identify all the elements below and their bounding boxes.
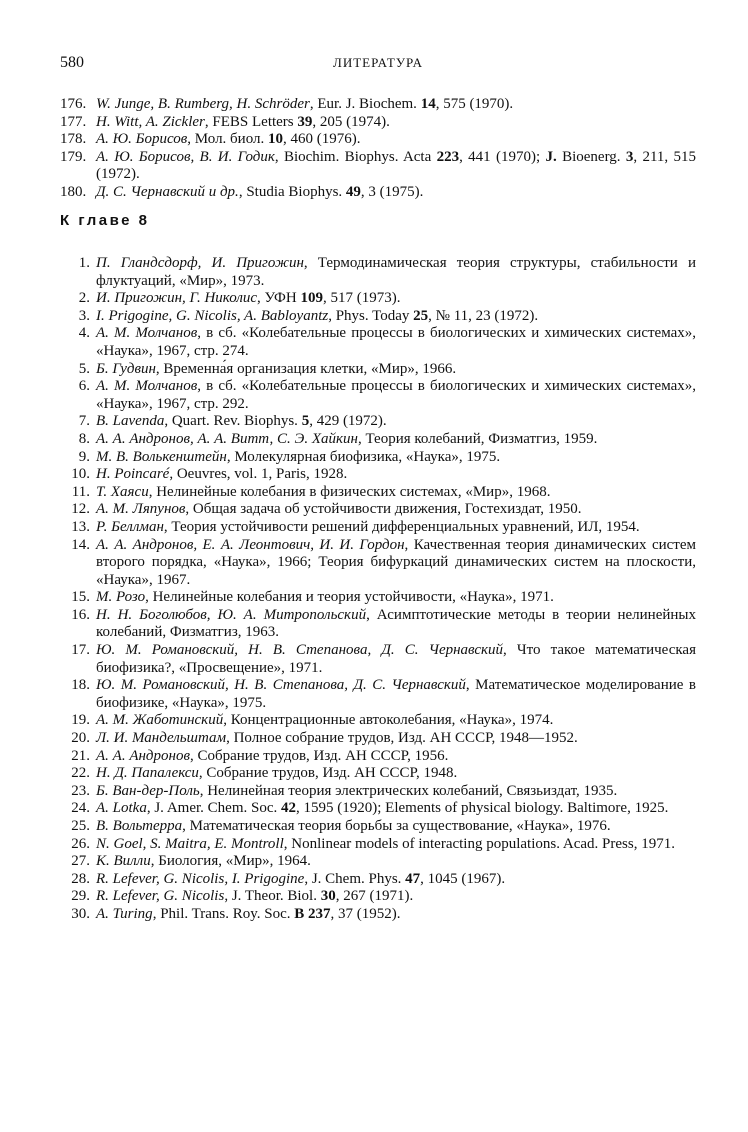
reference-item bbox=[60, 290, 696, 308]
reference-number: 19. bbox=[71, 712, 90, 729]
reference-text: , Собрание трудов, Изд. АН СССР, 1956. bbox=[189, 747, 449, 764]
reference-authors: R. Lefever, G. Nicolis, I. Prigogine bbox=[96, 870, 305, 887]
reference-number: 7. bbox=[78, 413, 90, 430]
reference-number: 2. bbox=[78, 290, 90, 307]
reference-text: , J. Chem. Phys. bbox=[304, 870, 406, 887]
reference-text: , Нелинейные колебания и теория устойчивости, «Наука», 1971. bbox=[145, 589, 554, 606]
reference-text: , 1595 (1920); Elements of physical biology. Baltimore, 1925. bbox=[296, 800, 669, 817]
reference-item bbox=[60, 431, 696, 449]
reference-authors: П. Гландсдорф, И. Пригожин bbox=[96, 255, 304, 271]
reference-authors: А. Ю. Борисов bbox=[96, 131, 188, 148]
reference-authors: А. М. Молчанов bbox=[96, 325, 198, 342]
reference-item bbox=[60, 800, 696, 818]
reference-item bbox=[60, 325, 696, 360]
reference-authors: R. Lefever, G. Nicolis bbox=[96, 888, 225, 905]
reference-text: , Теория устойчивости решений дифференциальных уравнений, ИЛ, 1954. bbox=[163, 518, 640, 535]
reference-text: , УФН bbox=[257, 290, 301, 307]
reference-item bbox=[60, 378, 696, 413]
reference-text: , Biochim. Biophys. Acta bbox=[274, 148, 437, 165]
reference-authors: Б. Ван-дер-Поль bbox=[96, 782, 200, 799]
reference-number: 17. bbox=[71, 642, 90, 659]
reference-number: 1. bbox=[78, 255, 90, 271]
reference-item bbox=[60, 712, 696, 730]
reference-text: , 1045 (1967). bbox=[420, 870, 506, 887]
reference-text: , Nonlinear models of interacting populations. Acad. Press, 1971. bbox=[283, 835, 675, 852]
reference-text: , Phys. Today bbox=[328, 307, 414, 324]
reference-item bbox=[60, 537, 696, 590]
reference-item bbox=[60, 836, 696, 854]
reference-volume: 5 bbox=[301, 413, 310, 430]
reference-text: , 267 (1971). bbox=[335, 888, 414, 905]
reference-text: , Нелинейная теория электрических колебаний, Связьиздат, 1935. bbox=[199, 782, 618, 799]
reference-number: 27. bbox=[71, 853, 90, 870]
reference-item bbox=[60, 519, 696, 537]
reference-number: 20. bbox=[71, 730, 90, 747]
reference-authors: W. Junge, B. Rumberg, H. Schröder bbox=[96, 96, 310, 112]
reference-volume: 109 bbox=[300, 290, 323, 307]
reference-number: 13. bbox=[71, 518, 90, 535]
reference-volume: 42 bbox=[281, 800, 297, 817]
reference-authors: Ю. М. Романовский, Н. В. Степанова, Д. С. Чернавский bbox=[96, 677, 466, 694]
reference-text: , 3 (1975). bbox=[360, 183, 424, 200]
reference-volume: 3 bbox=[625, 148, 634, 165]
reference-text: , Quart. Rev. Biophys. bbox=[164, 413, 302, 430]
reference-text: , J. Theor. Biol. bbox=[224, 888, 321, 905]
reference-authors: A. Turing bbox=[96, 905, 153, 922]
reference-authors: К. Вилли bbox=[96, 853, 151, 870]
reference-number: 25. bbox=[71, 818, 90, 834]
reference-authors: Н. Н. Боголюбов, Ю. А. Митропольский bbox=[96, 606, 367, 623]
reference-number: 24. bbox=[71, 800, 90, 817]
reference-number: 3. bbox=[78, 307, 90, 324]
reference-item bbox=[60, 818, 696, 836]
reference-authors: М. Розо bbox=[96, 589, 146, 606]
reference-authors: В. Вольтерра bbox=[96, 818, 183, 834]
reference-authors: Р. Беллман bbox=[96, 518, 164, 535]
reference-text: , Качественная теория динамических систем второго порядка, «Наука», 1966; Теория бифуркаций динамических систем на плоскости, «Наука», 1967. bbox=[96, 536, 697, 588]
reference-number: 29. bbox=[71, 888, 90, 905]
reference-list-chapter-8 bbox=[60, 255, 696, 924]
reference-text: , Термодинамическая теория структуры, стабильности и флуктуаций, «Мир», 1973. bbox=[96, 255, 696, 289]
reference-number: 26. bbox=[71, 835, 90, 852]
reference-number: 4. bbox=[78, 325, 90, 342]
reference-text: , 37 (1952). bbox=[330, 905, 401, 922]
reference-authors: А. А. Андронов bbox=[96, 747, 190, 764]
reference-number: 21. bbox=[71, 747, 90, 764]
reference-item bbox=[60, 748, 696, 766]
reference-item bbox=[60, 361, 696, 379]
reference-item bbox=[60, 906, 696, 924]
reference-text: , Studia Biophys. bbox=[238, 183, 346, 200]
reference-number: 176. bbox=[60, 96, 87, 112]
reference-list-previous-chapter bbox=[60, 96, 696, 202]
reference-text: , 429 (1972). bbox=[309, 413, 387, 430]
reference-volume: 10 bbox=[268, 131, 283, 148]
reference-authors: Ю. М. Романовский, Н. В. Степанова, Д. С. Чернавский bbox=[96, 642, 504, 659]
reference-text: , Полное собрание трудов, Изд. АН СССР, 1948—1952. bbox=[226, 730, 578, 747]
reference-authors: H. Witt, A. Zickler bbox=[96, 113, 205, 130]
reference-text: , J. Amer. Chem. Soc. bbox=[146, 800, 282, 817]
reference-journal: J. bbox=[545, 148, 557, 165]
reference-text: , Концентрационные автоколебания, «Наука», 1974. bbox=[223, 712, 554, 729]
reference-authors: И. Пригожин, Г. Николис bbox=[96, 290, 258, 307]
reference-item bbox=[60, 730, 696, 748]
reference-volume: 39 bbox=[297, 113, 313, 130]
reference-text: , 441 (1970); bbox=[459, 148, 546, 165]
reference-text: , 575 (1970). bbox=[435, 96, 514, 112]
reference-number: 177. bbox=[60, 113, 87, 130]
reference-item bbox=[60, 484, 696, 502]
reference-number: 10. bbox=[71, 466, 90, 483]
reference-number: 12. bbox=[71, 501, 90, 518]
reference-number: 180. bbox=[60, 183, 87, 200]
reference-text: , Молекулярная биофизика, «Наука», 1975. bbox=[226, 448, 501, 465]
reference-item bbox=[60, 888, 696, 906]
chapter-heading: К главе 8 bbox=[60, 212, 150, 229]
reference-item bbox=[60, 589, 696, 607]
reference-text: , Математическая теория борьбы за существование, «Наука», 1976. bbox=[182, 818, 611, 834]
reference-number: 179. bbox=[60, 148, 87, 165]
reference-number: 5. bbox=[78, 360, 90, 377]
reference-item bbox=[60, 501, 696, 519]
reference-volume: 14 bbox=[420, 96, 436, 112]
reference-text: , Биология, «Мир», 1964. bbox=[150, 853, 311, 870]
reference-text: , Нелинейные колебания в физических системах, «Мир», 1968. bbox=[148, 483, 551, 500]
reference-number: 28. bbox=[71, 870, 90, 887]
reference-item bbox=[60, 853, 696, 871]
reference-text: , FEBS Letters bbox=[204, 113, 298, 130]
reference-volume: 49 bbox=[345, 183, 361, 200]
reference-item bbox=[60, 413, 696, 431]
reference-number: 14. bbox=[71, 536, 90, 553]
reference-number: 18. bbox=[71, 677, 90, 694]
reference-authors: B. Lavenda bbox=[96, 413, 165, 430]
reference-text: , в сб. «Колебательные процессы в биологических и химических системах», «Наука», 1967, стр. 274. bbox=[96, 325, 696, 359]
reference-number: 22. bbox=[71, 765, 90, 782]
reference-text: , 460 (1976). bbox=[283, 131, 361, 148]
reference-text: , Oeuvres, vol. 1, Paris, 1928. bbox=[169, 466, 348, 483]
reference-authors: Н. Д. Папалекси bbox=[96, 765, 199, 782]
reference-item bbox=[60, 783, 696, 801]
reference-item bbox=[60, 131, 696, 149]
reference-item bbox=[60, 765, 696, 783]
reference-item bbox=[60, 642, 696, 677]
reference-text: , Асимптотические методы в теории нелинейных колебаний, Физматгиз, 1963. bbox=[96, 606, 696, 641]
reference-authors: H. Poincaré bbox=[96, 466, 170, 483]
reference-volume: B 237 bbox=[294, 905, 331, 922]
reference-text: , № 11, 23 (1972). bbox=[428, 307, 539, 324]
reference-item bbox=[60, 96, 696, 114]
reference-item bbox=[60, 255, 696, 290]
reference-text: , 517 (1973). bbox=[323, 290, 401, 307]
reference-number: 15. bbox=[71, 589, 90, 606]
reference-authors: М. В. Волькенштейн bbox=[96, 448, 227, 465]
reference-text: Bioenerg. bbox=[556, 148, 626, 165]
reference-authors: A. Lotka bbox=[96, 800, 147, 817]
reference-item bbox=[60, 114, 696, 132]
reference-text: , Математическое моделирование в биофизике, «Наука», 1975. bbox=[96, 677, 696, 711]
reference-authors: N. Goel, S. Maitra, E. Montroll bbox=[96, 835, 284, 852]
reference-authors: А. М. Жаботинский bbox=[96, 712, 224, 729]
reference-text: , Временна́я организация клетки, «Мир», 1966. bbox=[155, 360, 457, 377]
reference-text: , Phil. Trans. Roy. Soc. bbox=[152, 905, 295, 922]
reference-volume: 223 bbox=[436, 148, 460, 165]
reference-text: , Теория колебаний, Физматгиз, 1959. bbox=[357, 430, 598, 447]
reference-item bbox=[60, 149, 696, 184]
reference-item bbox=[60, 449, 696, 467]
reference-volume: 25 bbox=[413, 307, 429, 324]
reference-text: , Мол. биол. bbox=[187, 131, 268, 148]
reference-text: , 211, 515 (1972). bbox=[96, 148, 696, 183]
reference-number: 16. bbox=[71, 606, 90, 623]
reference-authors: А. Ю. Борисов, В. И. Годик bbox=[96, 148, 275, 165]
reference-number: 178. bbox=[60, 131, 87, 148]
reference-text: , Что такое математическая биофизика?, «Просвещение», 1971. bbox=[96, 642, 696, 676]
reference-authors: А. А. Андронов, Е. А. Леонтович, И. И. Гордон bbox=[96, 536, 405, 553]
reference-authors: А. А. Андронов, А. А. Витт, С. Э. Хайкин bbox=[96, 430, 358, 447]
reference-item bbox=[60, 607, 696, 642]
reference-number: 8. bbox=[78, 430, 90, 447]
reference-text: , в сб. «Колебательные процессы в биологических и химических системах», «Наука», 1967, стр. 292. bbox=[96, 378, 696, 412]
page-number: 580 bbox=[60, 54, 84, 71]
reference-number: 23. bbox=[71, 782, 90, 799]
reference-number: 11. bbox=[71, 483, 90, 500]
reference-authors: Т. Хаяси bbox=[96, 483, 149, 500]
reference-number: 6. bbox=[78, 378, 90, 395]
reference-authors: А. М. Ляпунов bbox=[96, 501, 186, 518]
reference-number: 9. bbox=[78, 448, 90, 465]
reference-authors: Д. С. Чернавский и др. bbox=[96, 183, 239, 200]
reference-text: , Eur. J. Biochem. bbox=[309, 96, 421, 112]
reference-text: , Общая задача об устойчивости движения, Гостехиздат, 1950. bbox=[185, 501, 582, 518]
reference-authors: Б. Гудвин bbox=[96, 360, 156, 377]
reference-authors: Л. И. Мандельштам bbox=[96, 730, 227, 747]
reference-authors: А. М. Молчанов bbox=[96, 378, 198, 395]
reference-number: 30. bbox=[71, 905, 90, 922]
reference-item bbox=[60, 871, 696, 889]
reference-item bbox=[60, 677, 696, 712]
page-header bbox=[60, 54, 696, 74]
reference-text: , 205 (1974). bbox=[312, 113, 390, 130]
reference-authors: I. Prigogine, G. Nicolis, A. Babloyantz bbox=[96, 307, 329, 324]
running-title: ЛИТЕРАТУРА bbox=[333, 55, 423, 70]
reference-item bbox=[60, 466, 696, 484]
reference-item bbox=[60, 308, 696, 326]
reference-text: , Собрание трудов, Изд. АН СССР, 1948. bbox=[198, 765, 458, 782]
reference-volume: 30 bbox=[320, 888, 336, 905]
reference-volume: 47 bbox=[405, 870, 421, 887]
reference-item bbox=[60, 184, 696, 202]
